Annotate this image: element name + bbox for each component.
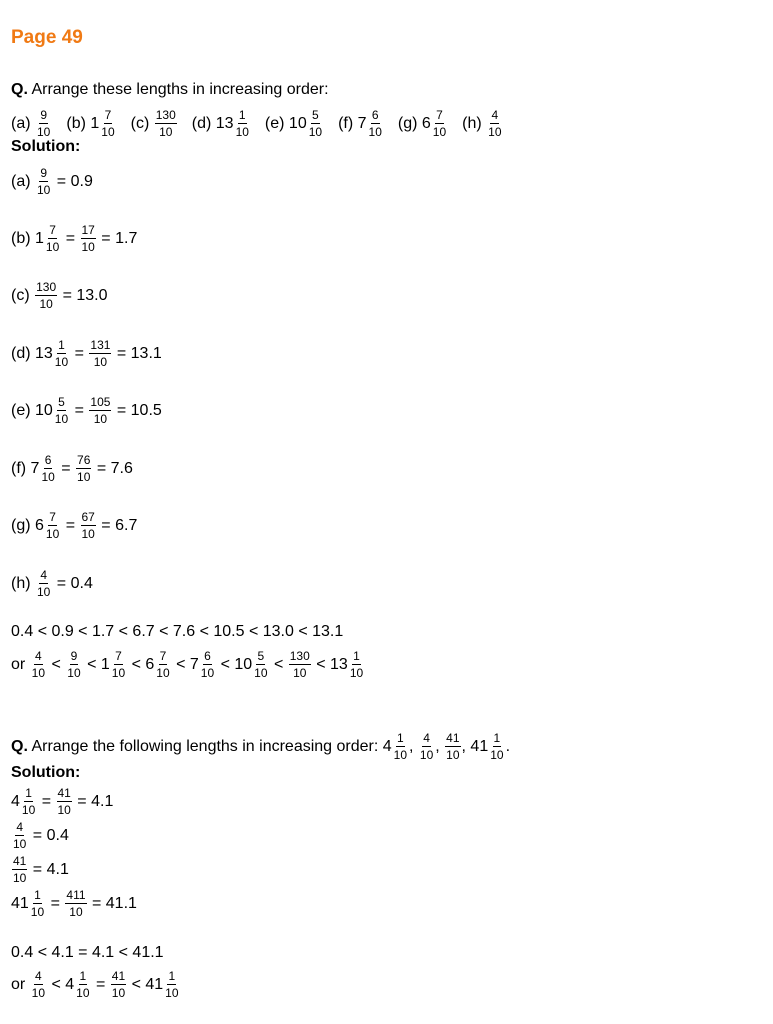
numerator: 4 [491,108,499,122]
step-fraction [36,569,51,598]
numerator: 7 [49,223,56,237]
numerator: 41 [13,854,27,868]
denominator: 10 [490,748,504,762]
order-fraction [155,650,170,679]
denominator: 10 [81,527,95,541]
q2-order-fractions [11,970,181,999]
equals-sign: = [61,516,80,534]
q2-step-4 [11,889,137,918]
equals-sign: = [56,459,76,477]
order-fraction [111,650,126,679]
step-result: = 0.4 [52,574,93,592]
step-label: (e) [11,401,35,419]
option-d-fraction [235,109,250,138]
step-label: (f) [11,459,31,477]
question-1 [11,82,329,98]
numerator: 9 [40,108,48,122]
numerator: 1 [168,969,176,983]
equals-sign: = [70,401,89,419]
improper-fraction [89,339,111,368]
option-f-whole: 7 [357,114,367,132]
denominator: 10 [54,355,69,369]
order-decimal-text: 0.4 < 4.1 = 4.1 < 41.1 [11,944,164,961]
step-result: = 0.4 [28,826,69,844]
equals-sign: = [46,894,65,912]
step-fraction [30,889,45,918]
step-result: = 13.0 [58,286,108,304]
step-c [11,281,108,310]
page-title: Page 49 [11,27,83,48]
numerator: 9 [70,649,78,663]
order-whole: 1 [100,655,110,673]
order-decimal [11,624,343,640]
improper-fraction [57,787,72,816]
denominator: 10 [37,585,51,599]
step-whole: 41 [11,894,29,912]
option-b-label: (b) [66,114,91,132]
denominator: 10 [446,748,460,762]
option-g-label: (g) [397,114,422,132]
denominator: 10 [21,803,36,817]
step-whole: 10 [35,401,53,419]
option-d-whole: 13 [215,114,234,132]
less-than: < [171,655,190,673]
relation-sign: < [47,975,66,993]
numerator: 105 [90,395,111,409]
step-f [11,454,133,483]
option-e-fraction [308,109,323,138]
denominator: 10 [432,125,447,139]
numerator: 130 [155,108,176,122]
step-label: (c) [11,286,35,304]
solution-label-text: Solution: [11,764,81,781]
q2-order-decimal [11,945,164,961]
option-c-label: (c) [130,114,154,132]
denominator: 10 [101,125,115,139]
option-h-fraction [487,109,502,138]
step-result: = 4.1 [72,792,114,810]
numerator: 4 [423,731,430,745]
step-label: (d) [11,344,35,362]
order-whole: 7 [189,655,199,673]
option-d-label: (d) [191,114,216,132]
option-g-fraction [432,109,447,138]
step-fraction [45,511,60,540]
equals-sign: = [37,792,56,810]
numerator: 5 [312,108,319,122]
order-whole: 4 [65,975,75,993]
q2-step-1 [11,787,113,816]
denominator: 10 [368,125,382,139]
less-than: < [47,655,66,673]
denominator: 10 [93,412,108,426]
q2-step-2 [11,821,69,850]
order-whole: 13 [330,655,348,673]
denominator: 10 [77,470,91,484]
numerator: 6 [44,453,52,467]
step-d [11,339,162,368]
numerator: 1 [397,731,404,745]
step-whole: 1 [35,229,44,247]
question-2 [11,732,510,761]
step-whole: 7 [30,459,40,477]
numerator: 1 [353,649,360,663]
order-fraction [349,650,364,679]
order-fraction [200,650,215,679]
step-label: (g) [11,516,35,534]
less-than: < [82,655,101,673]
step-g [11,511,137,540]
equals-sign: = [61,229,80,247]
option-h-label: (h) [462,114,487,132]
denominator: 10 [76,986,90,1000]
denominator: 10 [235,125,249,139]
numerator: 1 [79,969,87,983]
question-marker: Q. [11,737,28,755]
denominator: 10 [13,837,27,851]
order-fraction [75,970,90,999]
denominator: 10 [254,666,268,680]
option-g-whole: 6 [421,114,431,132]
denominator: 10 [349,666,364,680]
step-whole: 4 [11,792,20,810]
denominator: 10 [165,986,179,1000]
numerator: 9 [40,166,48,180]
improper-fraction [65,889,86,918]
less-than: < [311,655,331,673]
denominator: 10 [111,666,126,680]
step-result: = 13.1 [112,344,162,362]
denominator: 10 [93,355,108,369]
numerator: 130 [289,649,310,663]
numerator: 7 [104,108,112,122]
denominator: 10 [200,666,215,680]
item-fraction [445,732,460,761]
numerator: 7 [436,108,443,122]
numerator: 6 [371,108,379,122]
order-whole: 41 [145,975,164,993]
numerator: 411 [66,888,86,902]
numerator: 41 [111,969,126,983]
order-whole: 6 [145,655,155,673]
step-h [11,569,93,598]
order-fraction [164,970,179,999]
step-fraction [54,339,69,368]
step-label: (b) [11,229,35,247]
option-a-label: (a) [11,114,35,132]
step-e [11,396,162,425]
step-result: = 41.1 [87,894,137,912]
numerator: 5 [257,649,265,663]
numerator: 5 [58,395,65,409]
denominator: 10 [31,666,46,680]
numerator: 1 [493,731,501,745]
step-result: = 6.7 [96,516,138,534]
numerator: 4 [40,568,48,582]
numerator: 131 [90,338,111,352]
numerator: 4 [16,820,24,834]
step-result: = 4.1 [28,860,69,878]
option-e-label: (e) [264,114,289,132]
step-fraction [12,855,27,884]
numerator: 1 [238,108,246,122]
denominator: 10 [488,125,502,139]
denominator: 10 [45,240,60,254]
denominator: 10 [69,905,83,919]
denominator: 10 [54,412,69,426]
item-separator: , [409,737,418,755]
item-separator: . [505,737,511,755]
numerator: 67 [81,510,95,524]
option-b-whole: 1 [90,114,100,132]
numerator: 6 [204,649,211,663]
step-a [11,167,93,196]
step-result: = 7.6 [92,459,133,477]
numerator: 4 [35,649,42,663]
order-fraction [253,650,268,679]
order-whole: 10 [234,655,253,673]
numerator: 7 [159,649,167,663]
improper-fraction [81,511,96,540]
denominator: 10 [45,527,60,541]
denominator: 10 [13,871,27,885]
denominator: 10 [41,470,55,484]
or-label: or [11,655,30,673]
denominator: 10 [39,297,53,311]
item-whole: 4 [382,737,392,755]
numerator: 76 [77,453,91,467]
denominator: 10 [419,748,434,762]
options-row [11,109,504,138]
denominator: 10 [37,183,51,197]
step-b [11,224,137,253]
denominator: 10 [37,125,51,139]
order-fraction [31,650,46,679]
item-separator: , [435,737,445,755]
numerator: 1 [25,786,32,800]
step-result: = 10.5 [112,401,162,419]
step-fraction [40,454,55,483]
option-b-fraction [100,109,115,138]
numerator: 4 [35,969,42,983]
denominator: 10 [30,905,45,919]
step-fraction [21,787,36,816]
less-than: < [269,655,288,673]
numerator: 7 [49,510,56,524]
denominator: 10 [393,748,408,762]
order-fraction [31,970,46,999]
equals-sign: = [70,344,89,362]
order-fraction [111,970,126,999]
question-text: Arrange these lengths in increasing order: [27,81,329,98]
option-c-fraction [155,109,177,138]
item-fraction [419,732,434,761]
numerator: 41 [446,731,460,745]
denominator: 10 [67,666,81,680]
denominator: 10 [111,986,126,1000]
q2-step-3 [11,855,69,884]
question-text: Arrange the following lengths in increasing order: [27,737,383,755]
option-a-fraction [36,109,51,138]
step-fraction [12,821,27,850]
question-marker: Q. [11,81,28,98]
relation-sign: = [91,975,110,993]
step-fraction [54,396,69,425]
step-fraction [36,167,51,196]
denominator: 10 [308,125,323,139]
order-fraction [289,650,311,679]
item-fraction [393,732,408,761]
option-f-fraction [368,109,383,138]
numerator: 17 [81,223,95,237]
denominator: 10 [57,803,71,817]
improper-fraction [89,396,111,425]
step-label: (h) [11,574,35,592]
order-decimal-text: 0.4 < 0.9 < 1.7 < 6.7 < 7.6 < 10.5 < 13.0 < 13.1 [11,623,344,640]
item-whole: 41 [470,737,489,755]
solution-label-text: Solution: [11,138,81,155]
numerator: 130 [36,280,57,294]
numerator: 41 [57,786,71,800]
improper-fraction [76,454,91,483]
solution-label-2 [11,765,80,781]
improper-fraction [81,224,96,253]
order-fractions [11,650,365,679]
option-f-label: (f) [338,114,358,132]
step-whole: 6 [35,516,44,534]
numerator: 1 [34,888,41,902]
relation-sign: < [127,975,146,993]
step-result: = 0.9 [52,172,93,190]
step-whole: 13 [35,344,53,362]
step-fraction [45,224,60,253]
item-separator: , [461,737,471,755]
numerator: 1 [58,338,65,352]
denominator: 10 [31,986,46,1000]
denominator: 10 [159,125,173,139]
or-label: or [11,975,30,993]
solution-label [11,139,80,155]
item-fraction [489,732,504,761]
step-fraction [35,281,57,310]
less-than: < [216,655,235,673]
option-e-whole: 10 [288,114,307,132]
numerator: 7 [115,649,122,663]
denominator: 10 [293,666,307,680]
denominator: 10 [156,666,170,680]
step-result: = 1.7 [96,229,138,247]
less-than: < [127,655,146,673]
step-label: (a) [11,172,35,190]
order-fraction [66,650,81,679]
denominator: 10 [81,240,95,254]
